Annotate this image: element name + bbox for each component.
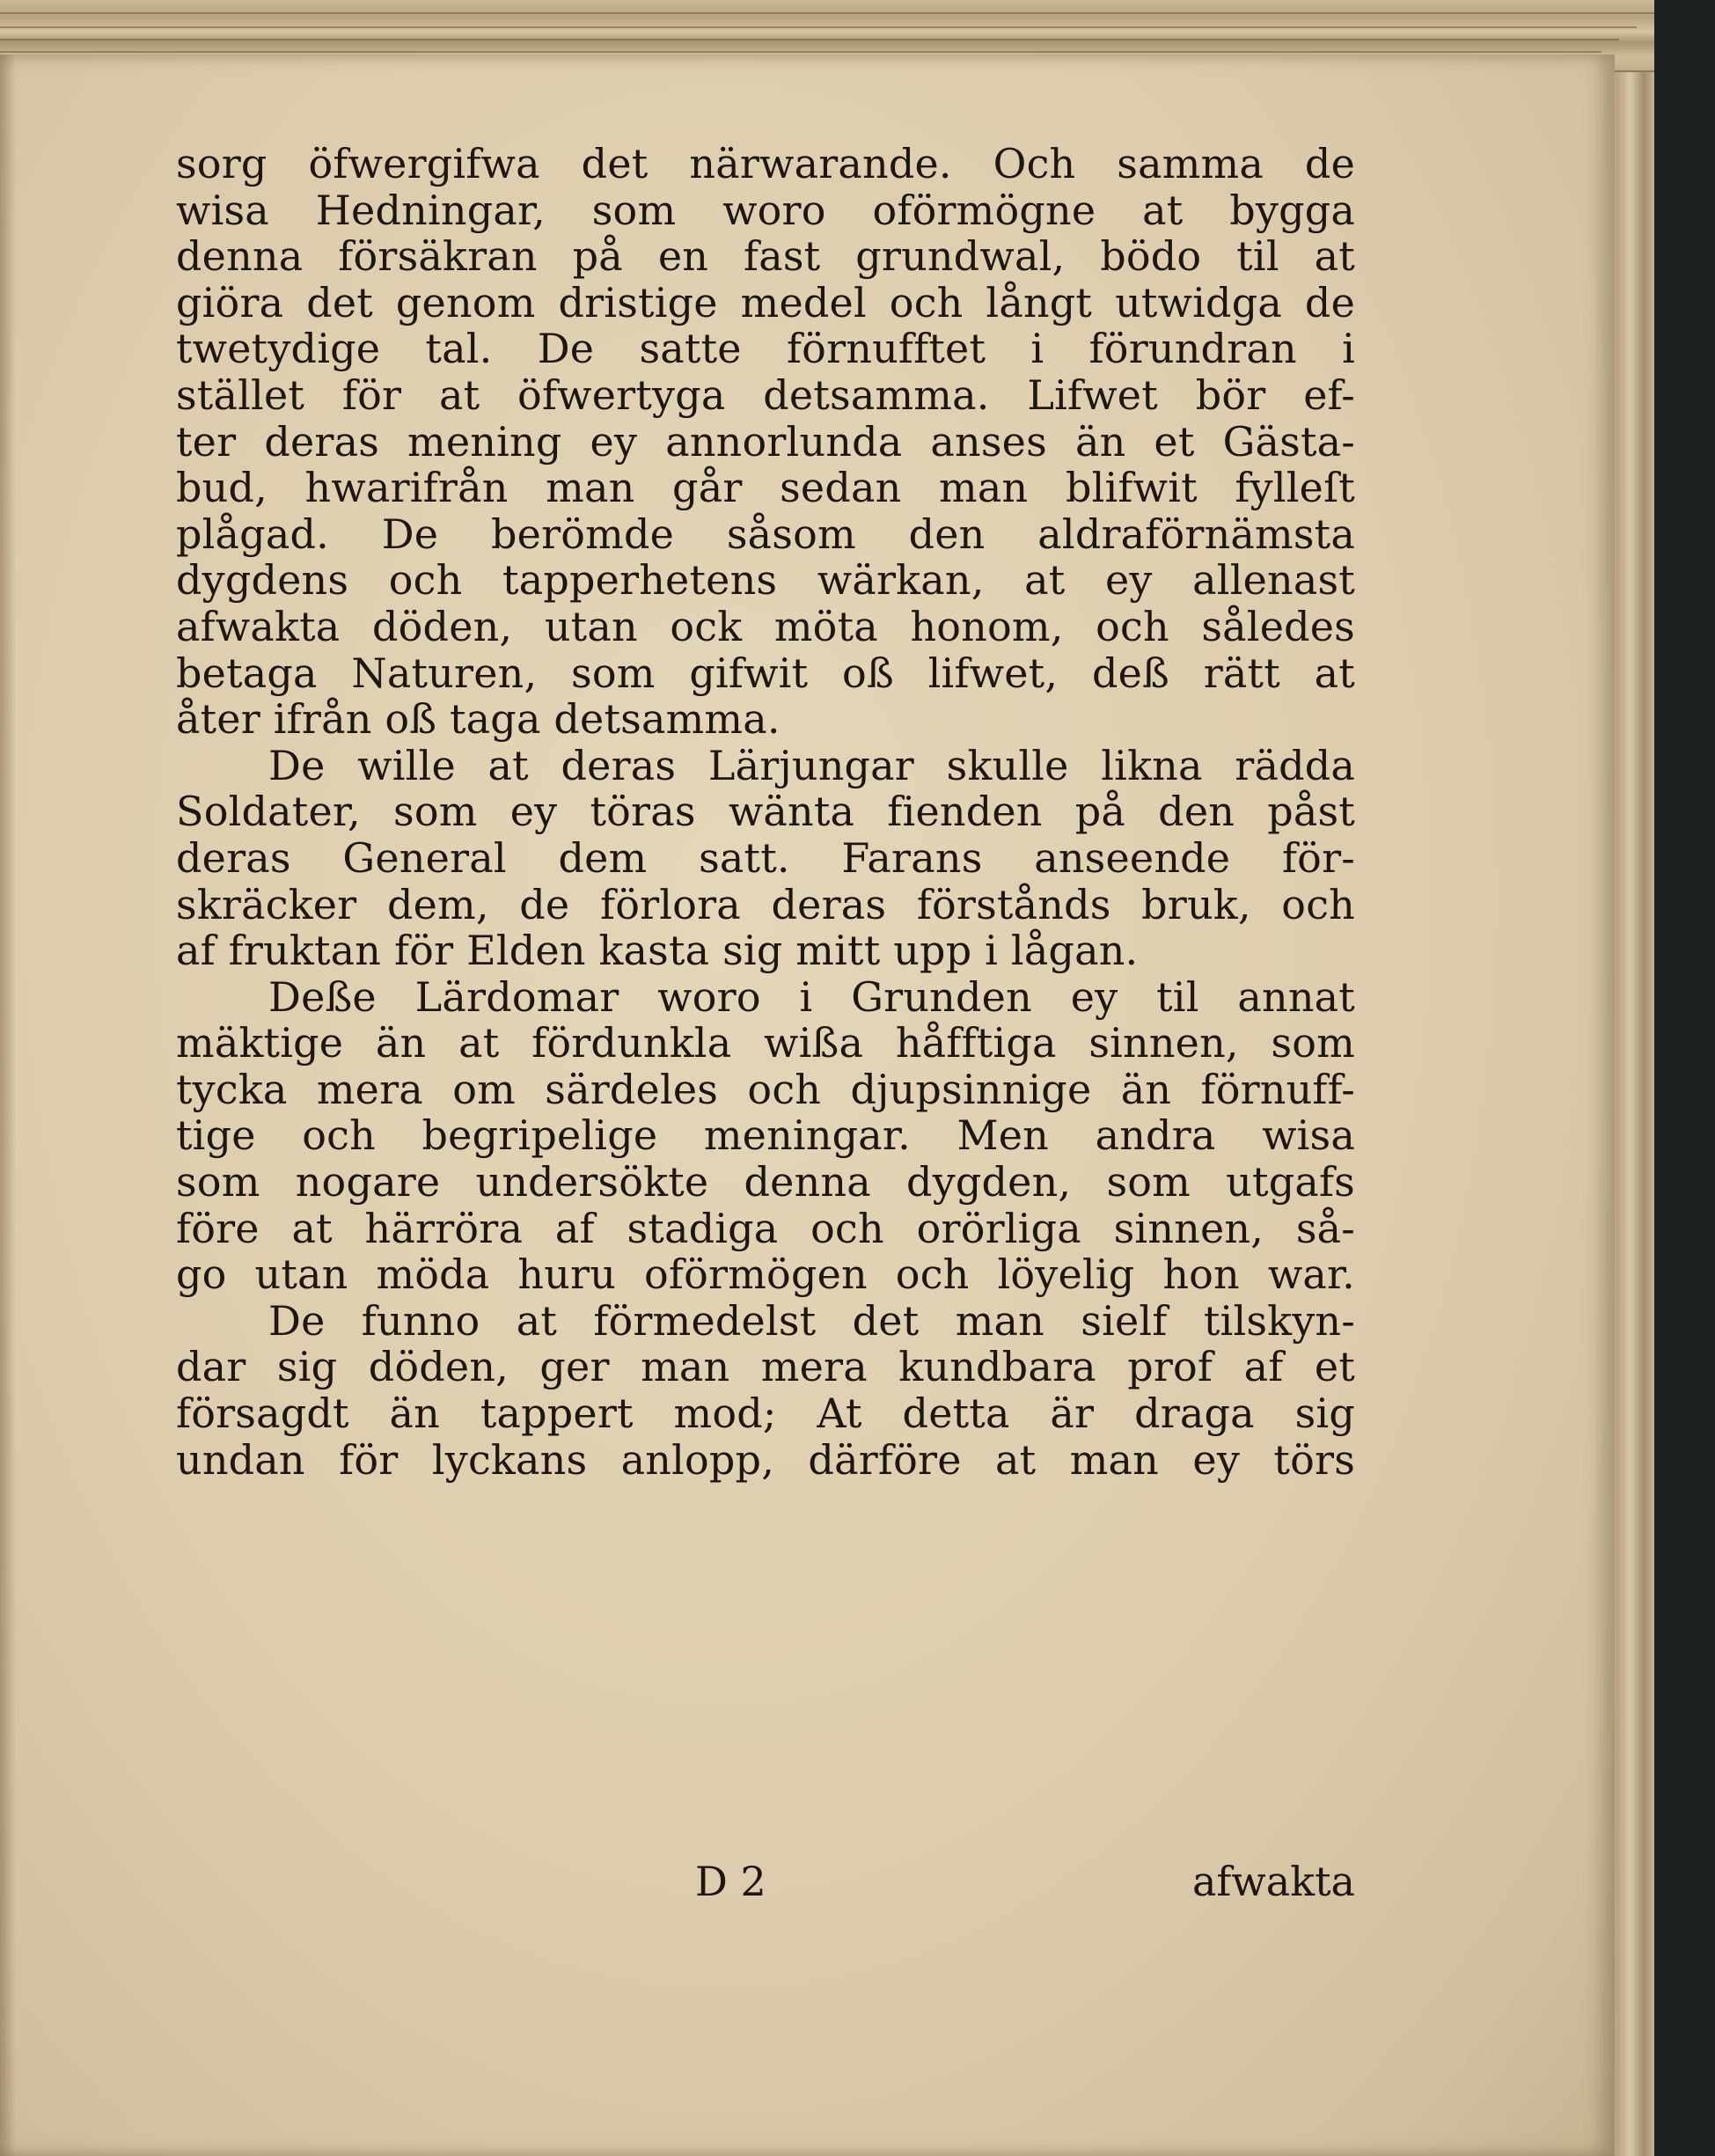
catchword: afwakta — [1191, 1858, 1355, 1905]
signature-mark: D 2 — [695, 1858, 766, 1905]
text-line: twetydige tal. De satte förnufftet i förundran i — [176, 326, 1355, 372]
text-line: plågad. De berömde såsom den aldraförnämsta — [176, 510, 1355, 558]
page-gutter-shadow — [0, 55, 16, 2156]
text-line: sorg öfwergifwa det närwarande. Och samma de — [176, 141, 1355, 187]
text-line: go utan möda huru oförmögen och löyelig hon war. — [176, 1251, 1355, 1298]
text-line: De funno at förmedelst det man sielf tilskyn- — [268, 1297, 1355, 1345]
paragraph-4 — [176, 1298, 1355, 1483]
text-line: skräcker dem, de förlora deras förstånds bruk, och — [176, 881, 1355, 928]
text-line: tycka mera om särdeles och djupsinnige än förnuff- — [176, 1066, 1355, 1113]
text-line: Deße Lärdomar woro i Grunden ey til annat — [268, 973, 1355, 1021]
text-line: stället för at öfwertyga detsamma. Lifwet bör ef- — [176, 371, 1355, 419]
text-line: dar sig döden, ger man mera kundbara prof af et — [176, 1344, 1355, 1391]
text-line: De wille at deras Lärjungar skulle likna rädda — [268, 742, 1355, 789]
text-line: försagdt än tappert mod; At detta är draga sig — [176, 1390, 1355, 1437]
paragraph-3 — [176, 974, 1355, 1298]
text-line: tige och begripelige meningar. Men andra wisa — [176, 1112, 1355, 1160]
text-line: afwakta döden, utan ock möta honom, och således — [176, 603, 1355, 650]
paragraph-2 — [176, 743, 1355, 974]
text-line: deras General dem satt. Farans anseende för- — [176, 834, 1355, 882]
text-line: wisa Hedningar, som woro oförmögne at bygga — [176, 187, 1355, 234]
text-line: åter ifrån oß taga detsamma. — [176, 696, 781, 743]
text-line: som nogare undersökte denna dygden, som utgafs — [176, 1159, 1355, 1206]
text-line: giöra det genom dristige medel och långt utwidga de — [176, 279, 1355, 326]
text-line: mäktige än at fördunkla wißa håfftiga sinnen, som — [176, 1020, 1355, 1067]
text-line: undan för lyckans anlopp, därföre at man ey törs — [176, 1436, 1355, 1484]
text-line: af fruktan för Elden kasta sig mitt upp i lågan. — [176, 928, 1139, 974]
text-line: bud, hwarifrån man går sedan man blifwit fylleſt — [176, 465, 1355, 511]
paragraph-1 — [176, 141, 1355, 743]
text-line: betaga Naturen, som gifwit oß lifwet, deß rätt at — [176, 649, 1355, 697]
page-footer — [176, 1855, 1355, 1908]
text-line: denna försäkran på en fast grundwal, bödo til at — [176, 233, 1355, 280]
text-line: Soldater, som ey töras wänta fienden på den påst — [176, 788, 1355, 835]
text-line: ter deras mening ey annorlunda anses än et Gästa- — [176, 418, 1355, 466]
text-line: före at härröra af stadiga och orörliga sinnen, så- — [176, 1205, 1355, 1252]
page-body-text — [176, 141, 1355, 1483]
text-line: dygdens och tapperhetens wärkan, at ey allenast — [176, 557, 1355, 604]
